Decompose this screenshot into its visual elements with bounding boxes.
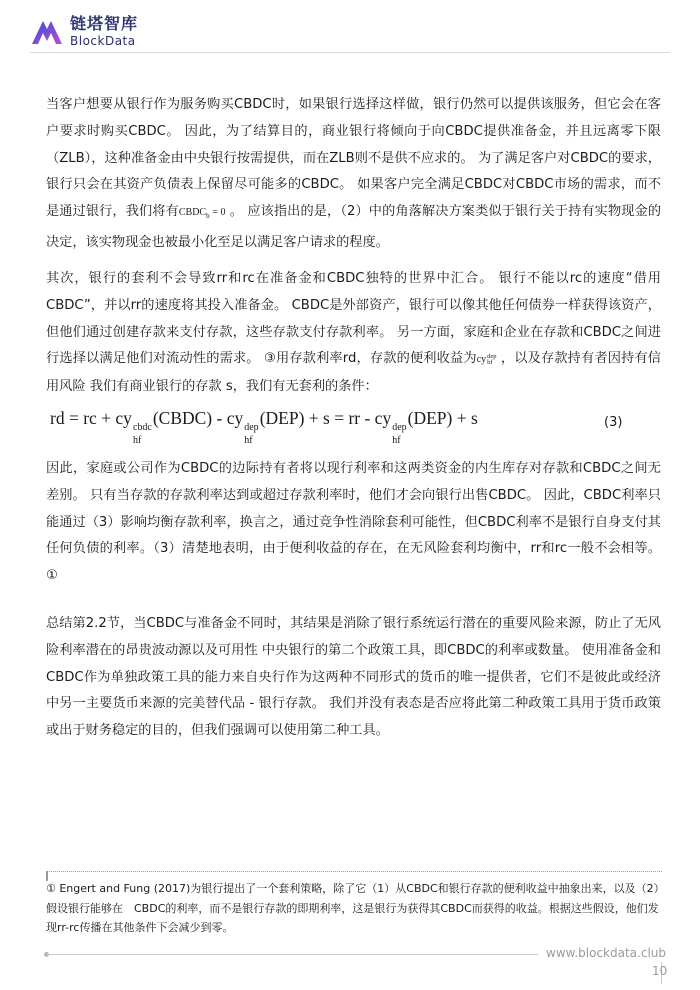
equation-part: (DEP) + s = rr - cy [259,408,392,428]
inline-math-cbdc-b [178,207,226,221]
equation-subscript: hf [392,435,401,446]
equation-part: (DEP) + s [407,408,478,428]
equation-subscript: hf [132,435,142,446]
inline-math-cy-dep-hf [477,354,497,365]
equation-superscript: dep [244,422,259,433]
equation-part: rd = rc + cy [50,408,132,428]
math-superscript: dep [487,352,497,360]
paragraph-1 [46,92,661,257]
equation-3 [50,408,478,446]
brand-logo [30,16,138,47]
math-rest: = 0 [209,207,226,219]
equation-superscript: cbdc [132,422,152,433]
footer-url: www.blockdata.club [546,946,666,960]
equation-subscript: hf [244,435,253,446]
equation-superscript: dep [392,422,407,433]
equation-number: (3) [604,415,623,430]
math-subscript: hf [487,359,493,367]
page-number: 10 [652,964,668,978]
header-divider [30,52,670,53]
brand-name-cn: 链塔智库 [70,14,139,33]
footer-divider [46,954,538,955]
paragraph-1-text-b: 。 应该指出的是，（2）中的角落解决方案类似于银行关于持有实物现金的决定，该实物现金也被最小化至足以满足客户请求的程度。 [46,204,662,250]
equation-part: (CBDC) - cy [152,408,244,428]
math-base: cy [476,354,487,366]
paragraph-1-text-a: 当客户想要从银行作为服务购买CBDC时，如果银行选择这样做，银行仍然可以提供该服务，但它会在客户要求时购买CBDC。 因此，为了结算目的，商业银行将倾向于向CBDC提供准备金，并且远离零下限（ZLB），这种准备金由中央银行按需提供，而在ZLB则不是供不应求的。 为了满足客户对CBDC的要求，银行只会在其资产负债表上保留尽可能多的CBDC。 如果客户完全满足CBDC对CBDC市场的需求，而不是通过银行，我们将有 [46,97,661,220]
paragraph-2-text-a: 其次，银行的套利不会导致rr和rc在准备金和CBDC独特的世界中汇合。 银行不能以rc的速度“借用CBDC”，并以rr的速度将其投入准备金。 CBDC是外部资产，银行可以像其他任何债券一样获得该资产，但他们通过创建存款来支付存款，这些存款支付存款利率。 另一方面，家庭和企业在存款和CBDC之间进行选择以满足他们对流动性的需求。 ③用存款利率rd，存款的便利收益为 [46,271,661,367]
paragraph-2-text-b: ，以及存款持有者因持有信用风险 我们有商业银行的存款 s，我们有无套利的条件： [46,351,661,395]
math-base: CBDC [178,207,207,219]
brand-name-en: BlockData [70,34,136,48]
blockdata-logo-icon [30,18,64,46]
math-subscript: b [206,212,210,221]
paragraph-4: 总结第2.2节，当CBDC与准备金不同时，其结果是消除了银行系统运行潜在的重要风险来源，防止了无风险利率潜在的昂贵波动源以及可用性 中央银行的第二个政策工具，即CBDC的利率或数量。 使用准备金和CBDC作为单独政策工具的能力来自央行作为这两种不同形式的货币的唯一提供者，它们不是彼此或经济中另一主要货币来源的完美替代品 - 银行存款。 我们并没有表态是否应将此第二种政策工具用于货币政策或出于财务稳定的目的，但我们强调可以使用第二种工具。 [46,616,661,739]
paragraph-2 [46,266,661,401]
footnote: ① Engert and Fung (2017)为银行提出了一个套利策略，除了它（1）从CBDC和银行存款的便利收益中抽象出来，以及（2）假设银行能够在 CBDC的利率，而不是银行存款的即期利率，这是银行为获得其CBDC而获得的收益。根据这些假设，他们发现rr-rc传播在其他条件下会减少到零。 [46,882,660,934]
footnote-divider [46,871,662,872]
paragraph-3: 因此，家庭或公司作为CBDC的边际持有者将以现行利率和这两类资金的内生库存对存款和CBDC之间无差别。 只有当存款的存款利率达到或超过存款利率时，他们才会向银行出售CBDC。 因此，CBDC利率只能通过（3）影响均衡存款利率，换言之，通过竞争性消除套利可能性，但CBDC利率不是银行自身支付其任何负债的利率。（3）清楚地表明，由于便利收益的存在，在无风险套利均衡中，rr和rc一般不会相等。 ① [46,461,661,584]
